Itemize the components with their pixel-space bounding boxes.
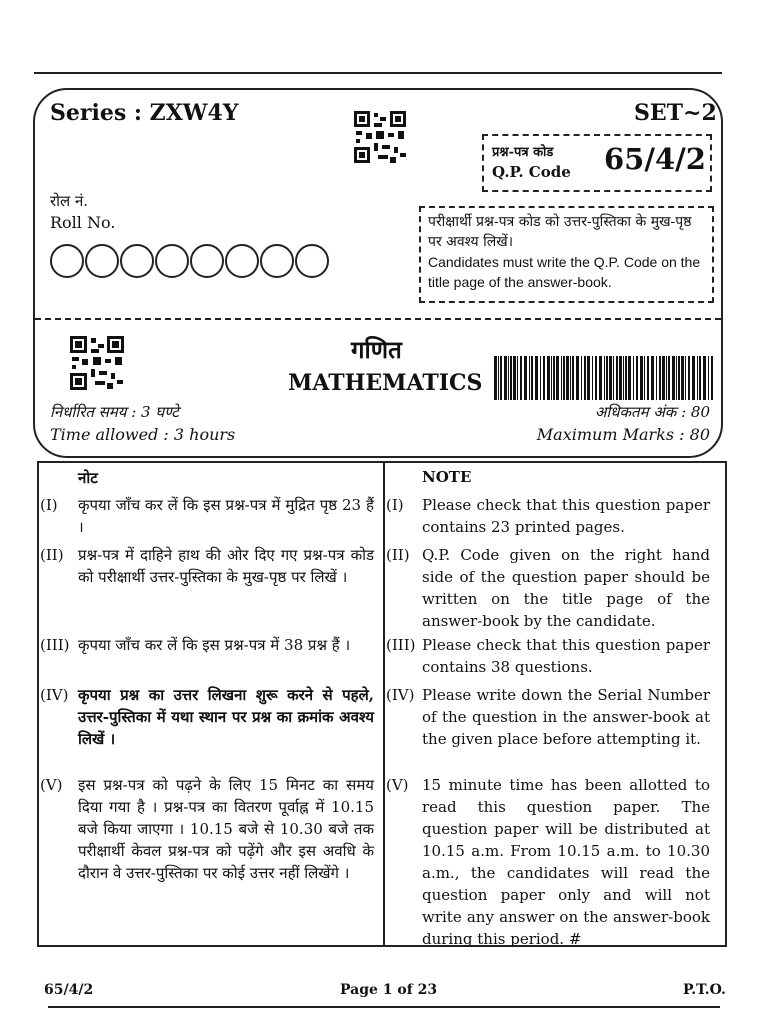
- barcode-bar: [517, 356, 518, 400]
- barcode-bar: [592, 356, 593, 400]
- barcode-bar: [524, 356, 527, 400]
- barcode-bar: [504, 356, 507, 400]
- instruction-english: Candidates must write the Q.P. Code on the title page of the answer-book.: [428, 254, 701, 290]
- note-item: Please check that this question paper contains 38 questions.: [422, 636, 710, 676]
- instruction-hindi: परीक्षार्थी प्रश्न-पत्र कोड को उत्तर-पुस्तिका के मुख-पृष्ठ पर अवश्य लिखें।: [428, 214, 692, 250]
- barcode-bar: [572, 356, 574, 400]
- barcode-bar: [685, 356, 686, 400]
- barcode-bar: [609, 356, 612, 400]
- barcode-bar: [676, 356, 677, 400]
- barcode-bar: [699, 356, 701, 400]
- page-number: Page 1 of 23: [340, 982, 438, 998]
- barcode-bar: [595, 356, 597, 400]
- barcode-bar: [540, 356, 541, 400]
- barcode-bar: [581, 356, 582, 400]
- barcode-bar: [566, 356, 569, 400]
- note-item: 15 minute time has been allotted to read this question paper. The question paper will be distributed at 10.15 a.m. From 10.15 a.m. to 10.30 a.m., the candidates will read the question paper only and will not write any answer on the answer-book during this period. #: [422, 776, 710, 948]
- series-label: Series : ZXW4Y: [50, 100, 239, 126]
- barcode-bar: [500, 356, 502, 400]
- barcode-bar: [531, 356, 533, 400]
- barcode-bar: [692, 356, 695, 400]
- note-item: Q.P. Code given on the right hand side of the question paper should be written on the title page of the answer-book by the candidate.: [422, 546, 710, 630]
- note-item-hindi: कृपया जाँच कर लें कि इस प्रश्न-पत्र में 38 प्रश्न हैं ।: [78, 636, 351, 654]
- note-number: (II): [40, 546, 64, 564]
- barcode-bar: [688, 356, 690, 400]
- notes-column-divider: [383, 461, 385, 947]
- barcode-bar: [529, 356, 530, 400]
- barcode-bar: [599, 356, 602, 400]
- barcode-bar: [625, 356, 627, 400]
- roll-digit-box[interactable]: [120, 244, 154, 278]
- notes-heading-hindi: नोट: [78, 469, 98, 487]
- barcode-bar: [666, 356, 667, 400]
- candidate-instruction-box: [419, 206, 714, 303]
- barcode-bar: [556, 356, 559, 400]
- note-item: Please write down the Serial Number of the question in the answer-book at the given place before attempting it.: [422, 686, 710, 748]
- note-item-hindi: कृपया प्रश्न का उत्तर लिखना शुरू करने से पहले, उत्तर-पुस्तिका में यथा स्थान पर प्रश्न का क्रमांक अवश्य लिखें ।: [78, 686, 374, 748]
- time-allowed-hindi: निर्धारित समय : 3 घण्टे: [50, 403, 179, 421]
- barcode-bar: [510, 356, 512, 400]
- barcode-bar: [543, 356, 545, 400]
- barcode-bar: [584, 356, 586, 400]
- qp-code-label: Q.P. Code: [492, 163, 571, 181]
- barcode-bar: [570, 356, 571, 400]
- barcode-bar: [651, 356, 654, 400]
- note-item-hindi: प्रश्न-पत्र में दाहिने हाथ की ओर दिए गए प्रश्न-पत्र कोड को परीक्षार्थी उत्तर-पुस्तिका के मुख-पृष्ठ पर लिखें ।: [78, 546, 374, 586]
- barcode-icon: [494, 356, 713, 400]
- roll-digit-box[interactable]: [225, 244, 259, 278]
- max-marks: Maximum Marks : 80: [536, 425, 710, 444]
- note-number: (III): [40, 636, 70, 654]
- note-item-hindi: इस प्रश्न-पत्र को पढ़ने के लिए 15 मिनट का समय दिया गया है । प्रश्न-पत्र का वितरण पूर्वाह्न में 10.15 बजे किया जाएगा । 10.15 बजे से 10.30 बजे तक परीक्षार्थी केवल प्रश्न-पत्र को पढ़ेंगे और इस अवधि के दौरान वे उत्तर-पुस्तिका पर कोई उत्तर नहीं लिखेंगे ।: [78, 776, 374, 882]
- roll-label: Roll No.: [50, 213, 116, 232]
- qp-code-label-hindi: प्रश्न-पत्र कोड: [492, 145, 554, 160]
- barcode-bar: [619, 356, 622, 400]
- note-item: Please check that this question paper contains 23 printed pages.: [422, 496, 710, 536]
- barcode-bar: [681, 356, 684, 400]
- roll-digit-box[interactable]: [295, 244, 329, 278]
- roll-digit-box[interactable]: [155, 244, 189, 278]
- barcode-bar: [553, 356, 555, 400]
- barcode-bar: [668, 356, 670, 400]
- note-number: (III): [386, 636, 416, 654]
- subject-title-hindi: गणित: [351, 335, 402, 364]
- barcode-bar: [613, 356, 614, 400]
- barcode-bar: [647, 356, 649, 400]
- barcode-bar: [708, 356, 709, 400]
- barcode-bar: [623, 356, 624, 400]
- set-label: SET~2: [634, 100, 717, 126]
- barcode-bar: [678, 356, 680, 400]
- barcode-bar: [662, 356, 665, 400]
- barcode-bar: [672, 356, 675, 400]
- barcode-bar: [561, 356, 562, 400]
- barcode-bar: [508, 356, 509, 400]
- subject-title: MATHEMATICS: [288, 370, 483, 396]
- footer-rule: [48, 1006, 720, 1008]
- barcode-bar: [494, 356, 497, 400]
- roll-number-boxes: [50, 244, 329, 278]
- note-number: (V): [40, 776, 63, 794]
- time-allowed: Time allowed : 3 hours: [50, 425, 236, 444]
- barcode-bar: [604, 356, 605, 400]
- pto-label: P.T.O.: [683, 982, 726, 998]
- barcode-bar: [697, 356, 698, 400]
- barcode-bar: [628, 356, 631, 400]
- roll-digit-box[interactable]: [85, 244, 119, 278]
- barcode-bar: [711, 356, 713, 400]
- barcode-bar: [513, 356, 516, 400]
- qr-code-icon: [70, 336, 124, 390]
- note-number: (IV): [386, 686, 415, 704]
- barcode-bar: [656, 356, 657, 400]
- header-divider: [35, 318, 721, 320]
- note-number: (I): [386, 496, 404, 514]
- roll-digit-box[interactable]: [50, 244, 84, 278]
- roll-digit-box[interactable]: [260, 244, 294, 278]
- max-marks-hindi: अधिकतम अंक : 80: [594, 403, 710, 421]
- notes-heading: NOTE: [422, 468, 472, 486]
- barcode-bar: [587, 356, 590, 400]
- barcode-bar: [659, 356, 661, 400]
- barcode-bar: [535, 356, 538, 400]
- barcode-bar: [563, 356, 565, 400]
- barcode-bar: [551, 356, 552, 400]
- barcode-bar: [547, 356, 550, 400]
- barcode-bar: [520, 356, 522, 400]
- barcode-bar: [636, 356, 638, 400]
- barcode-bar: [498, 356, 499, 400]
- barcode-bar: [606, 356, 608, 400]
- note-number: (I): [40, 496, 58, 514]
- qp-code-value: 65/4/2: [604, 142, 706, 176]
- top-rule: [34, 72, 722, 74]
- note-number: (V): [386, 776, 409, 794]
- barcode-bar: [576, 356, 579, 400]
- barcode-bar: [616, 356, 618, 400]
- qr-code-icon: [354, 111, 406, 163]
- barcode-bar: [633, 356, 634, 400]
- note-number: (II): [386, 546, 410, 564]
- note-number: (IV): [40, 686, 69, 704]
- barcode-bar: [640, 356, 643, 400]
- barcode-bar: [644, 356, 645, 400]
- footer-qp-code: 65/4/2: [44, 982, 94, 998]
- barcode-bar: [703, 356, 706, 400]
- note-item-hindi: कृपया जाँच कर लें कि इस प्रश्न-पत्र में मुद्रित पृष्ठ 23 हैं ।: [78, 496, 374, 536]
- roll-label-hindi: रोल नं.: [50, 192, 89, 210]
- roll-digit-box[interactable]: [190, 244, 224, 278]
